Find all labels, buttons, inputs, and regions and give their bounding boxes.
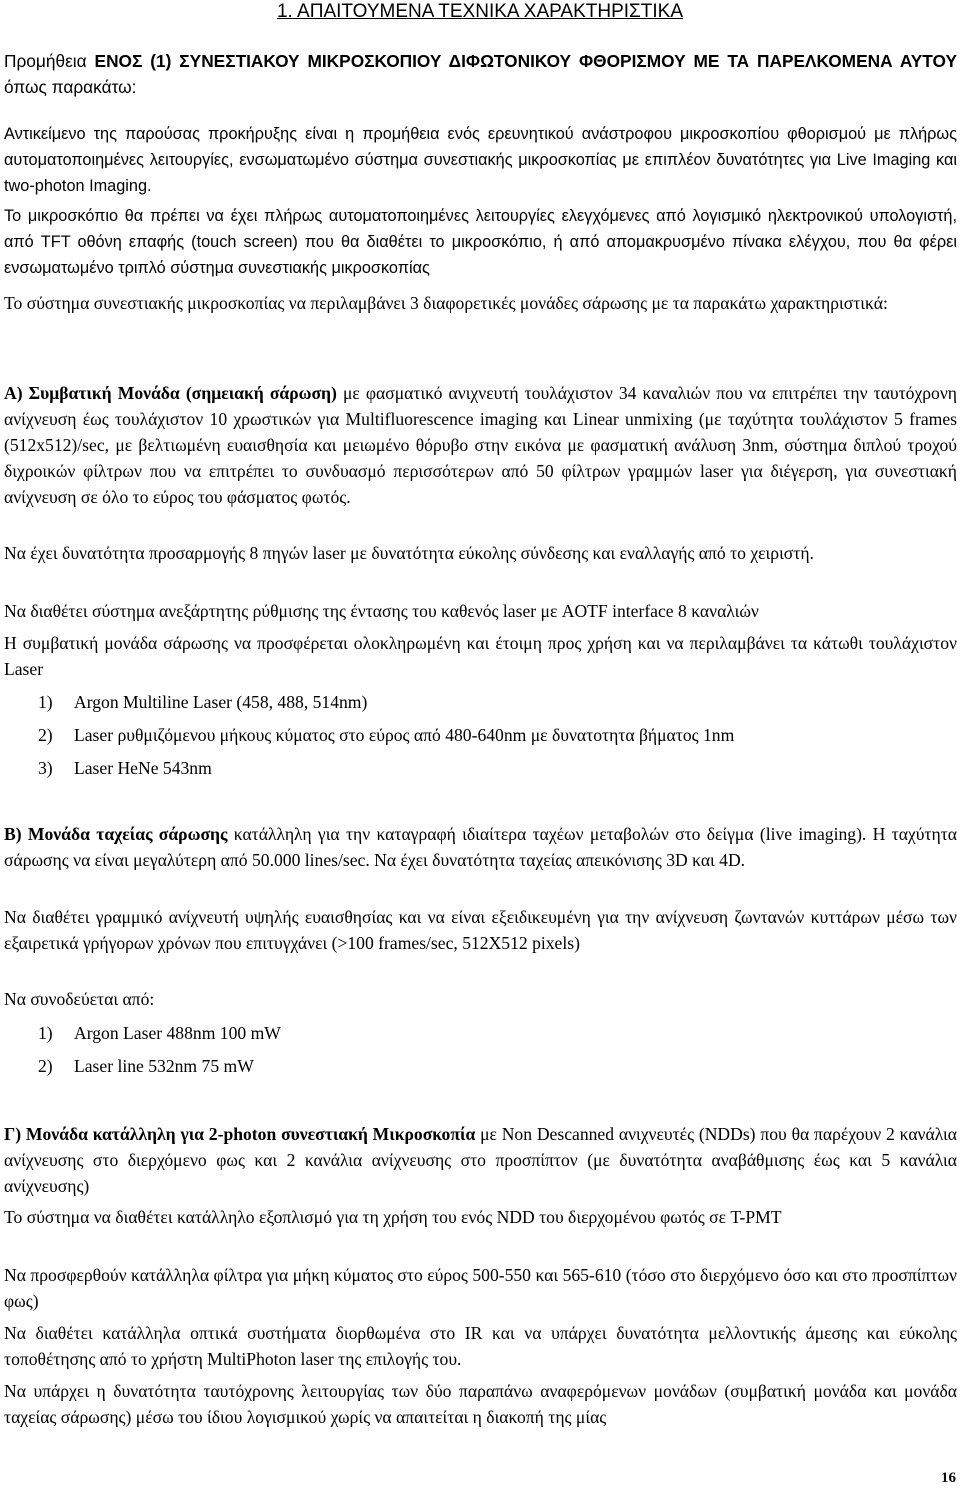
list-item bbox=[38, 719, 938, 752]
procurement-paragraph bbox=[4, 48, 957, 100]
section-a-lasers-intro: Η συμβατική μονάδα σάρωσης να προσφέρεται ολοκληρωμένη και έτοιμη προς χρήση και να περιλαμβάνει τα κάτωθι τουλάχιστον Laser bbox=[4, 633, 957, 679]
section-c-heading: Γ) Μονάδα κατάλληλη για 2-photon συνεστιακή Μικροσκοπία bbox=[4, 1124, 476, 1144]
section-a-paragraph bbox=[4, 380, 957, 510]
list-item bbox=[38, 752, 938, 785]
section-b-heading: Β) Μονάδα ταχείας σάρωσης bbox=[4, 824, 228, 844]
section-c-simultaneous: Να υπάρχει η δυνατότητα ταυτόχρονης λειτουργίας των δύο παραπάνω αναφερόμενων μονάδων (συμβατική μονάδα και μονάδα ταχείας σάρωσης) μέσω του ίδιου λογισμικού χωρίς να απαιτείται η διακοπή της μίας bbox=[4, 1381, 957, 1427]
procurement-prefix: Προμήθεια bbox=[4, 51, 95, 71]
intro-paragraph: Αντικείμενο της παρούσας προκήρυξης είναι η προμήθεια ενός ερευνητικού ανάστροφου μικροσκοπίου φθορισμού με πλήρως αυτοματοποιημένες λειτουργίες, ενσωματωμένο σύστημα συνεστιακής μικροσκοπίας με επιπλέον δυνατότητες για Live Imaging και two-photon Imaging. bbox=[4, 125, 957, 195]
units-paragraph: Το σύστημα συνεστιακής μικροσκοπίας να περιλαμβάνει 3 διαφορετικές μονάδες σάρωσης με τα παρακάτω χαρακτηριστικά: bbox=[4, 293, 888, 313]
section-a-aotf: Να διαθέτει σύστημα ανεξάρτητης ρύθμισης της έντασης του καθενός laser με AOTF interface 8 καναλιών bbox=[4, 601, 759, 621]
section-c-text: με Non Descanned ανιχνευτές (NDDs) που θα παρέχουν 2 κανάλια ανίχνευσης στο διερχόμενο φως και 2 κανάλια ανίχνευσης στο προσπίπτον (με δυνατότητα αναβάθμισης έως και 5 κανάλια ανίχνευσης) bbox=[4, 1124, 957, 1196]
list-item-number: 2) bbox=[38, 1056, 53, 1076]
list-item-text: Argon Laser 488nm 100 mW bbox=[74, 1023, 281, 1043]
section-b-accompanied: Να συνοδεύεται από: bbox=[4, 989, 155, 1009]
section-a-sources: Να έχει δυνατότητα προσαρμογής 8 πηγών laser με δυνατότητα εύκολης σύνδεσης και εναλλαγής από το χειριστή. bbox=[4, 543, 814, 563]
section-c-paragraph bbox=[4, 1121, 957, 1199]
list-item bbox=[38, 1017, 938, 1050]
procurement-item: ΕΝΟΣ (1) ΣΥΝΕΣΤΙΑΚΟΥ ΜΙΚΡΟΣΚΟΠΙΟΥ ΔΙΦΩΤΟΝΙΚΟΥ ΦΘΟΡΙΣΜΟΥ ΜΕ ΤΑ ΠΑΡΕΛΚΟΜΕΝΑ ΑΥΤΟΥ bbox=[94, 51, 957, 71]
list-item-text: Laser ρυθμιζόμενου μήκους κύματος στο εύρος από 480-640nm με δυνατοτητα βήματος 1nm bbox=[74, 725, 735, 745]
section-a-laser-list bbox=[38, 686, 938, 785]
list-item-number: 1) bbox=[38, 692, 53, 712]
section-a-text: με φασματικό ανιχνευτή τουλάχιστον 34 καναλιών που να επιτρέπει την ταυτόχρονη ανίχνευση έως τουλάχιστον 10 χρωστικών για Multifluorescence imaging και Linear unmixing (με ταχύτητα τουλάχιστον 5 frames (512x512)/sec, με βελτιωμένη ευαισθησία και μειωμένο θόρυβο στην εικόνα με φασματική ανάλυση 3nm, σύστημα διπλού τροχού διχροικών φίλτρων που να επιτρέπει το συνδυασμό περισσότερων από 50 φίλτρων γραμμών laser για διέγερση, για συνεστιακή ανίχνευση σε όλο το εύρος του φάσματος φωτός. bbox=[4, 383, 957, 507]
list-item bbox=[38, 686, 938, 719]
list-item-number: 2) bbox=[38, 725, 53, 745]
page-title: 1. ΑΠΑΙΤΟΥΜΕΝΑ ΤΕΧΝΙΚΑ ΧΑΡΑΚΤΗΡΙΣΤΙΚΑ bbox=[276, 1, 684, 22]
procurement-suffix: όπως παρακάτω: bbox=[4, 77, 137, 97]
section-b-paragraph bbox=[4, 821, 957, 873]
list-item-number: 3) bbox=[38, 758, 53, 778]
section-b-text: κατάλληλη για την καταγραφή ιδιαίτερα ταχέων μεταβολών στο δείγμα (live imaging). Η ταχύτητα σάρωσης να είναι μεγαλύτερη από 50.000 lines/sec. Να έχει δυνατότητα ταχείας απεικόνισης 3D και 4D. bbox=[4, 824, 957, 870]
list-item-number: 1) bbox=[38, 1023, 53, 1043]
list-item-text: Argon Multiline Laser (458, 488, 514nm) bbox=[74, 692, 368, 712]
control-paragraph: Το μικροσκόπιο θα πρέπει να έχει πλήρως αυτοματοποιημένες λειτουργίες ελεγχόμενες από λογισμικό ηλεκτρονικού υπολογιστή, από TFT οθόνη επαφής (touch screen) που θα διαθέτει το μικροσκόπιο, ή από απομακρυσμένο πίνακα ελέγχου, που θα φέρει ενσωματωμένο τριπλό σύστημα συνεστιακής μικροσκοπίας bbox=[4, 207, 957, 277]
list-item-text: Laser line 532nm 75 mW bbox=[74, 1056, 254, 1076]
list-item bbox=[38, 1050, 938, 1083]
section-b-detector: Να διαθέτει γραμμικό ανίχνευτή υψηλής ευαισθησίας και να είναι εξειδικευμένη για την ανίχνευση ζωντανών κυττάρων μέσω των εξαιρετικά γρήγορων χρόνων που επιτυγχάνει (>100 frames/sec, 512X512 pixels) bbox=[4, 907, 957, 953]
section-c-tpmt: Το σύστημα να διαθέτει κατάλληλο εξοπλισμό για τη χρήση του ενός NDD του διερχομένου φωτός σε T-PMT bbox=[4, 1207, 782, 1227]
section-b-laser-list bbox=[38, 1017, 938, 1083]
section-c-filters: Να προσφερθούν κατάλληλα φίλτρα για μήκη κύματος στο εύρος 500-550 και 565-610 (τόσο στο διερχόμενο όσο και στο προσπίπτων φως) bbox=[4, 1265, 957, 1311]
page-number: 16 bbox=[941, 1470, 956, 1486]
list-item-text: Laser HeNe 543nm bbox=[74, 758, 212, 778]
section-a-heading: Α) Συμβατική Μονάδα (σημειακή σάρωση) bbox=[4, 383, 337, 403]
section-c-optics: Να διαθέτει κατάλληλα οπτικά συστήματα διορθωμένα στο IR και να υπάρχει δυνατότητα μελλοντικής άμεσης και εύκολης τοποθέτησης από το χρήστη MultiPhoton laser της επιλογής του. bbox=[4, 1323, 957, 1369]
